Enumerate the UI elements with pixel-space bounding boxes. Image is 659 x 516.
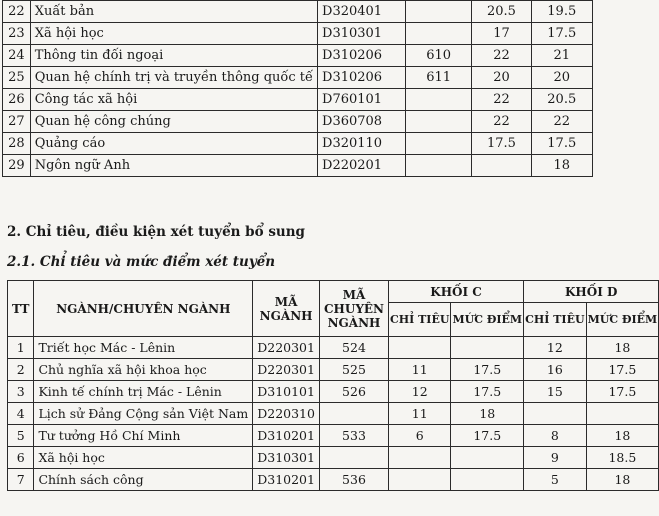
- section-heading: 2. Chỉ tiêu, điều kiện xét tuyển bổ sung: [7, 224, 305, 240]
- block-d-score: 17.5: [586, 359, 659, 381]
- block-c-quota: [389, 447, 451, 469]
- block-c-score: 17.5: [451, 425, 524, 447]
- block-d-quota: 16: [524, 359, 586, 381]
- sub-code: 611: [405, 67, 471, 89]
- major-code: D220201: [318, 155, 406, 177]
- major-code: D310101: [253, 381, 320, 403]
- block-d-score: 17.5: [531, 133, 592, 155]
- header-c-score: MỨC ĐIỂM: [451, 303, 524, 337]
- major-name: Xuất bản: [30, 1, 317, 23]
- sub-code: 610: [405, 45, 471, 67]
- table-header: [8, 281, 659, 337]
- major-name: Công tác xã hội: [30, 89, 317, 111]
- major-code: D310206: [318, 67, 406, 89]
- major-name: Kinh tế chính trị Mác - Lênin: [34, 381, 253, 403]
- row-number: 2: [8, 359, 34, 381]
- header-block-c: KHỐI C: [389, 281, 524, 303]
- sub-code: [405, 89, 471, 111]
- header-d-score: MỨC ĐIỂM: [586, 303, 659, 337]
- block-d-quota: 12: [524, 337, 586, 359]
- major-name: Triết học Mác - Lênin: [34, 337, 253, 359]
- block-d-quota: 9: [524, 447, 586, 469]
- block-c-quota: 11: [389, 359, 451, 381]
- block-c-score: 20: [472, 67, 531, 89]
- header-block-d: KHỐI D: [524, 281, 659, 303]
- block-d-quota: [524, 403, 586, 425]
- block-c-score: 22: [472, 45, 531, 67]
- specialization-code: 524: [319, 337, 388, 359]
- major-code: D220301: [253, 359, 320, 381]
- subsection-heading: 2.1. Chỉ tiêu và mức điểm xét tuyển: [7, 254, 276, 270]
- block-d-score: 22: [531, 111, 592, 133]
- specialization-code: 536: [319, 469, 388, 491]
- sub-code: [405, 155, 471, 177]
- major-name: Lịch sử Đảng Cộng sản Việt Nam: [34, 403, 253, 425]
- table-row: [3, 111, 593, 133]
- row-number: 6: [8, 447, 34, 469]
- block-c-quota: 12: [389, 381, 451, 403]
- row-number: 26: [3, 89, 31, 111]
- sub-code: [405, 1, 471, 23]
- block-d-score: 17.5: [531, 23, 592, 45]
- row-number: 24: [3, 45, 31, 67]
- header-major-code: MÃ NGÀNH: [253, 281, 320, 337]
- major-name: Quảng cáo: [30, 133, 317, 155]
- major-code: D310201: [253, 425, 320, 447]
- block-d-quota: 15: [524, 381, 586, 403]
- major-name: Tư tưởng Hồ Chí Minh: [34, 425, 253, 447]
- block-d-score: 18: [586, 425, 659, 447]
- block-c-score: 17.5: [451, 381, 524, 403]
- block-c-score: 17: [472, 23, 531, 45]
- major-name: Chính sách công: [34, 469, 253, 491]
- block-d-score: 18: [586, 469, 659, 491]
- major-name: Xã hội học: [34, 447, 253, 469]
- block-d-quota: 8: [524, 425, 586, 447]
- block-c-score: 20.5: [472, 1, 531, 23]
- header-major: NGÀNH/CHUYÊN NGÀNH: [34, 281, 253, 337]
- row-number: 4: [8, 403, 34, 425]
- block-c-score: 22: [472, 111, 531, 133]
- table-row: [8, 359, 659, 381]
- major-name: Xã hội học: [30, 23, 317, 45]
- block-c-score: 22: [472, 89, 531, 111]
- block-c-score: [472, 155, 531, 177]
- block-c-score: 17.5: [451, 359, 524, 381]
- block-d-score: 18.5: [586, 447, 659, 469]
- major-code: D760101: [318, 89, 406, 111]
- supplementary-quota-table: [7, 280, 659, 491]
- block-c-score: [451, 469, 524, 491]
- row-number: 5: [8, 425, 34, 447]
- block-c-quota: 6: [389, 425, 451, 447]
- table-row: [8, 425, 659, 447]
- specialization-code: 525: [319, 359, 388, 381]
- table-row: [8, 337, 659, 359]
- table-row: [3, 23, 593, 45]
- table-row: [3, 133, 593, 155]
- block-d-quota: 5: [524, 469, 586, 491]
- sub-code: [405, 23, 471, 45]
- block-d-score: 19.5: [531, 1, 592, 23]
- block-d-score: 20: [531, 67, 592, 89]
- row-number: 7: [8, 469, 34, 491]
- table-row: [3, 155, 593, 177]
- block-c-quota: 11: [389, 403, 451, 425]
- major-name: Chủ nghĩa xã hội khoa học: [34, 359, 253, 381]
- header-d-quota: CHỈ TIÊU: [524, 303, 586, 337]
- major-code: D220301: [253, 337, 320, 359]
- bottom-table-body: [8, 337, 659, 491]
- block-c-score: 17.5: [472, 133, 531, 155]
- specialization-code: 533: [319, 425, 388, 447]
- major-code: D310301: [253, 447, 320, 469]
- block-d-score: [586, 403, 659, 425]
- sub-code: [405, 111, 471, 133]
- row-number: 1: [8, 337, 34, 359]
- block-d-score: 21: [531, 45, 592, 67]
- block-c-score: 18: [451, 403, 524, 425]
- row-number: 25: [3, 67, 31, 89]
- table-row: [8, 469, 659, 491]
- table-row: [8, 403, 659, 425]
- major-name: Quan hệ chính trị và truyền thông quốc tế: [30, 67, 317, 89]
- specialization-code: 526: [319, 381, 388, 403]
- block-d-score: 18: [586, 337, 659, 359]
- table-row: [3, 67, 593, 89]
- row-number: 22: [3, 1, 31, 23]
- block-c-score: [451, 447, 524, 469]
- header-tt: TT: [8, 281, 34, 337]
- major-name: Thông tin đối ngoại: [30, 45, 317, 67]
- table-row: [8, 381, 659, 403]
- sub-code: [405, 133, 471, 155]
- table-row: [3, 45, 593, 67]
- block-d-score: 17.5: [586, 381, 659, 403]
- major-code: D320401: [318, 1, 406, 23]
- block-d-score: 18: [531, 155, 592, 177]
- table-row: [3, 89, 593, 111]
- row-number: 23: [3, 23, 31, 45]
- row-number: 3: [8, 381, 34, 403]
- row-number: 27: [3, 111, 31, 133]
- top-table-body: [3, 1, 593, 177]
- major-name: Quan hệ công chúng: [30, 111, 317, 133]
- major-code: D310201: [253, 469, 320, 491]
- header-spec-code: MÃ CHUYÊN NGÀNH: [319, 281, 388, 337]
- major-code: D320110: [318, 133, 406, 155]
- header-c-quota: CHỈ TIÊU: [389, 303, 451, 337]
- block-d-score: 20.5: [531, 89, 592, 111]
- table-row: [3, 1, 593, 23]
- block-c-quota: [389, 469, 451, 491]
- major-name: Ngôn ngữ Anh: [30, 155, 317, 177]
- block-c-score: [451, 337, 524, 359]
- row-number: 29: [3, 155, 31, 177]
- specialization-code: [319, 447, 388, 469]
- major-code: D360708: [318, 111, 406, 133]
- major-code: D310206: [318, 45, 406, 67]
- major-code: D310301: [318, 23, 406, 45]
- table-row: [8, 447, 659, 469]
- row-number: 28: [3, 133, 31, 155]
- specialization-code: [319, 403, 388, 425]
- block-c-quota: [389, 337, 451, 359]
- major-code: D220310: [253, 403, 320, 425]
- admission-scores-table-continued: [2, 0, 593, 177]
